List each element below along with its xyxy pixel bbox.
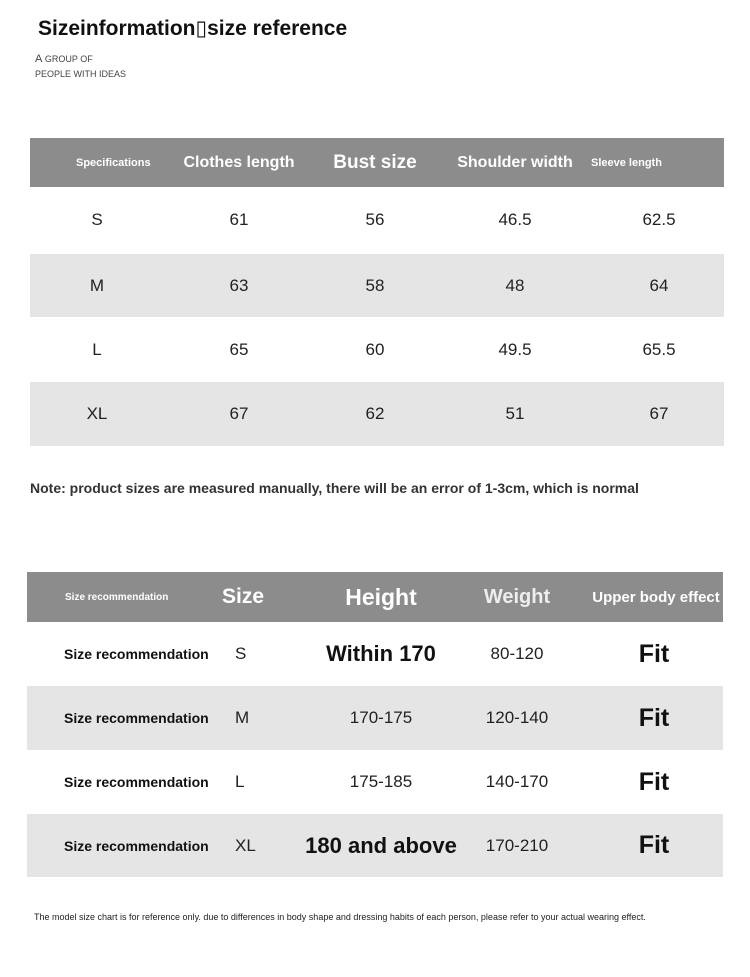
weight-cell: 170-210 <box>485 835 549 855</box>
row-label: Size recommendation <box>64 837 209 854</box>
shoulder-width-cell: 48 <box>505 275 525 295</box>
sleeve-length-cell: 67 <box>649 404 669 423</box>
bust-size-cell: 60 <box>365 340 385 359</box>
table-row <box>27 814 723 877</box>
subtitle-line-2: PEOPLE WITH IDEAS <box>35 69 127 79</box>
size-table <box>30 138 724 446</box>
height-cell: 180 and above <box>305 832 457 858</box>
header-weight: Weight <box>483 585 551 608</box>
size-table-header <box>30 138 724 187</box>
row-label: Size recommendation <box>64 774 209 790</box>
upper-body-effect-cell: Fit <box>638 639 670 668</box>
table-row <box>30 318 724 382</box>
size-cell: L <box>92 340 102 359</box>
table-row <box>30 187 724 252</box>
header-height: Height <box>345 583 417 610</box>
header-size: Size <box>221 585 265 608</box>
header-bust-size: Bust size <box>333 151 417 173</box>
size-cell: L <box>235 772 245 791</box>
bust-size-cell: 56 <box>365 209 385 229</box>
header-sleeve-length: Sleeve length <box>591 156 662 169</box>
recommendation-table-header <box>27 572 723 622</box>
table-row <box>30 382 724 446</box>
sleeve-length-cell: 62.5 <box>642 209 676 229</box>
upper-body-effect-cell: Fit <box>638 703 670 732</box>
height-cell: 175-185 <box>349 772 413 791</box>
sleeve-length-cell: 64 <box>649 275 669 295</box>
size-cell: XL <box>235 835 256 855</box>
header-upper-body-effect: Upper body effect <box>592 588 720 606</box>
bust-size-cell: 62 <box>365 404 385 423</box>
header-shoulder-width: Shoulder width <box>457 153 573 171</box>
clothes-length-cell: 63 <box>229 275 249 295</box>
shoulder-width-cell: 51 <box>505 404 525 423</box>
header-specifications: Specifications <box>76 156 151 169</box>
subtitle-initial: A <box>35 53 43 65</box>
height-cell: 170-175 <box>349 708 413 727</box>
subtitle-line-1 <box>35 53 93 65</box>
clothes-length-cell: 67 <box>229 404 249 423</box>
upper-body-effect-cell: Fit <box>638 831 670 859</box>
weight-cell: 80-120 <box>490 644 544 663</box>
row-label: Size recommendation <box>64 646 209 662</box>
table-row <box>27 750 723 814</box>
page-title: Sizeinformation▯size reference <box>38 17 348 40</box>
shoulder-width-cell: 49.5 <box>498 340 532 359</box>
clothes-length-cell: 65 <box>229 340 249 359</box>
row-label: Size recommendation <box>64 710 209 726</box>
size-recommendation-table <box>27 572 723 877</box>
shoulder-width-cell: 46.5 <box>498 209 532 229</box>
weight-cell: 120-140 <box>485 708 549 727</box>
subtitle-text-1: GROUP OF <box>44 54 93 64</box>
height-cell: Within 170 <box>326 641 436 666</box>
size-cell: M <box>89 275 105 295</box>
table-row <box>30 254 724 317</box>
table-row <box>27 686 723 750</box>
size-cell: S <box>235 644 247 663</box>
header-clothes-length: Clothes length <box>183 153 295 171</box>
weight-cell: 140-170 <box>485 772 549 791</box>
table-row <box>27 622 723 686</box>
header-size-recommendation: Size recommendation <box>65 591 169 603</box>
size-cell: XL <box>86 404 108 423</box>
clothes-length-cell: 61 <box>229 209 249 229</box>
upper-body-effect-cell: Fit <box>638 767 670 796</box>
size-cell: S <box>91 209 103 229</box>
footer-disclaimer: The model size chart is for reference only. due to differences in body shape and dressing habits of each person, please refer to your actual wearing effect. <box>34 912 646 922</box>
size-cell: M <box>235 708 250 727</box>
sleeve-length-cell: 65.5 <box>642 340 676 359</box>
bust-size-cell: 58 <box>365 275 385 295</box>
measurement-note: Note: product sizes are measured manually, there will be an error of 1-3cm, which is normal <box>30 480 639 496</box>
